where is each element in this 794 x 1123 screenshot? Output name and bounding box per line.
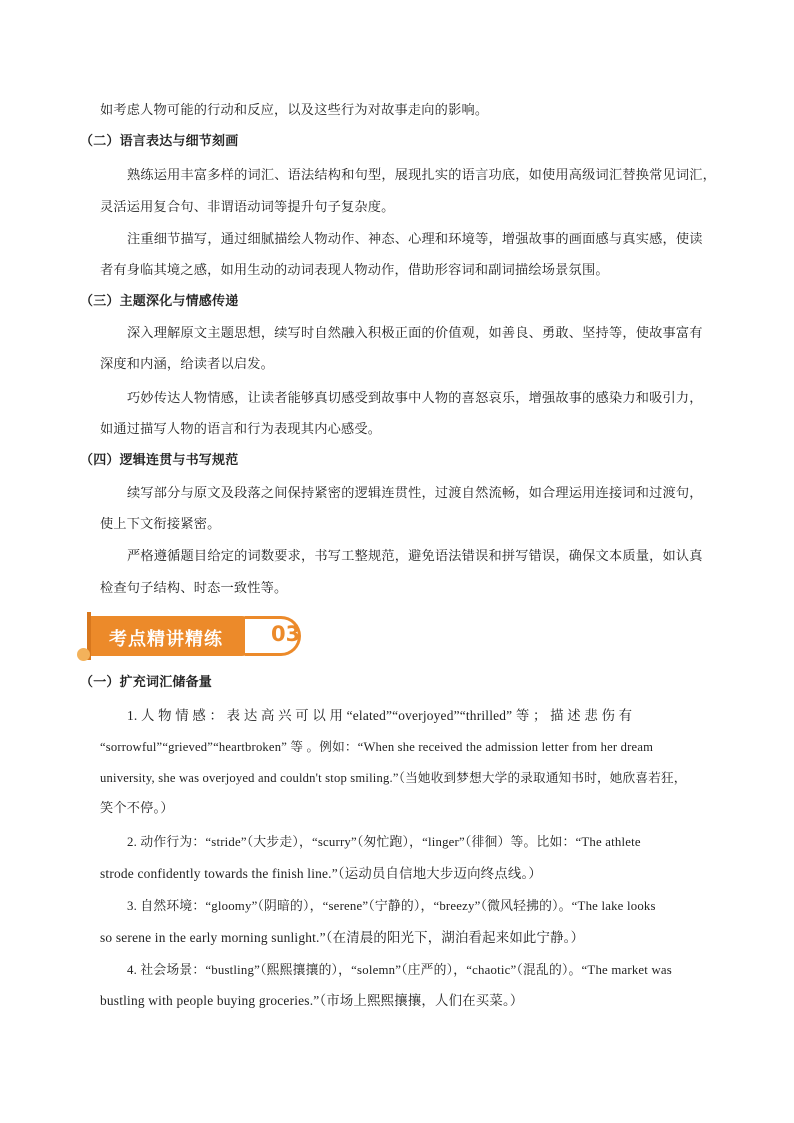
paragraph-line: 严格遵循题目给定的词数要求，书写工整规范，避免语法错误和拼写错误，确保文本质量，如认真 bbox=[127, 549, 703, 564]
vocab-item-line: 2. 动作行为：“stride”（大步走），“scurry”（匆忙跑），“linger”（徘徊）等。比如：“The athlete bbox=[127, 835, 641, 849]
vocab-item-line: so serene in the early morning sunlight.”（在清晨的阳光下，湖泊看起来如此宁静。） bbox=[100, 930, 585, 945]
paragraph-line: 注重细节描写，通过细腻描绘人物动作、神态、心理和环境等，增强故事的画面感与真实感，使读 bbox=[127, 232, 703, 247]
section-heading-theme: （三）主题深化与情感传递 bbox=[80, 294, 239, 309]
paragraph-line: 深度和内涵，给读者以启发。 bbox=[100, 357, 275, 372]
vocab-item-line: 4. 社会场景：“bustling”（熙熙攘攘的），“solemn”（庄严的），“chaotic”（混乱的）。“The market was bbox=[127, 963, 672, 977]
paragraph-line: 深入理解原文主题思想，续写时自然融入积极正面的价值观，如善良、勇敢、坚持等，使故事富有 bbox=[127, 326, 703, 341]
vocab-item-line: 1. 人 物 情 感 ： 表 达 高 兴 可 以 用 “elated”“overjoyed”“thrilled” 等 ； 描 述 悲 伤 有 bbox=[127, 708, 633, 723]
paragraph-line: 检查句子结构、时态一致性等。 bbox=[100, 581, 288, 596]
section-heading-vocab: （一）扩充词汇储备量 bbox=[80, 675, 213, 690]
vocab-item-line: 3. 自然环境：“gloomy”（阴暗的），“serene”（宁静的），“breezy”（微风轻拂的）。“The lake looks bbox=[127, 899, 656, 913]
vocab-item-line: university, she was overjoyed and couldn't stop smiling.”（当她收到梦想大学的录取通知书时，她欣喜若狂， bbox=[100, 771, 687, 785]
vocab-item-line: 笑个不停。） bbox=[100, 801, 174, 816]
paragraph-line: 灵活运用复合句、非谓语动词等提升句子复杂度。 bbox=[100, 200, 395, 215]
section-banner bbox=[77, 612, 307, 662]
vocab-item-line: strode confidently towards the finish line.”（运动员自信地大步迈向终点线。） bbox=[100, 866, 542, 881]
banner-number: 03 bbox=[271, 622, 301, 646]
paragraph-line: 如通过描写人物的语言和行为表现其内心感受。 bbox=[100, 422, 382, 437]
paragraph-line: 者有身临其境之感，如用生动的动词表现人物动作，借助形容词和副词描绘场景氛围。 bbox=[100, 263, 609, 278]
paragraph-line: 巧妙传达人物情感，让读者能够真切感受到故事中人物的喜怒哀乐，增强故事的感染力和吸引力， bbox=[127, 391, 703, 406]
banner-title: 考点精讲精练 bbox=[109, 629, 223, 650]
vocab-item-line: “sorrowful”“grieved”“heartbroken” 等 。例如：“When she received the admission letter from her dream bbox=[100, 740, 654, 754]
paragraph-line: 熟练运用丰富多样的词汇、语法结构和句型，展现扎实的语言功底，如使用高级词汇替换常见词汇， bbox=[127, 168, 717, 183]
banner-dot-icon bbox=[77, 648, 90, 661]
vocab-item-line: bustling with people buying groceries.”（市场上熙熙攘攘，人们在买菜。） bbox=[100, 993, 524, 1008]
section-heading-language: （二）语言表达与细节刻画 bbox=[80, 134, 239, 149]
paragraph-line: 续写部分与原文及段落之间保持紧密的逻辑连贯性，过渡自然流畅，如合理运用连接词和过渡句， bbox=[127, 486, 703, 501]
intro-line: 如考虑人物可能的行动和反应，以及这些行为对故事走向的影响。 bbox=[100, 103, 489, 118]
section-heading-logic: （四）逻辑连贯与书写规范 bbox=[80, 453, 239, 468]
paragraph-line: 使上下文衔接紧密。 bbox=[100, 517, 221, 532]
